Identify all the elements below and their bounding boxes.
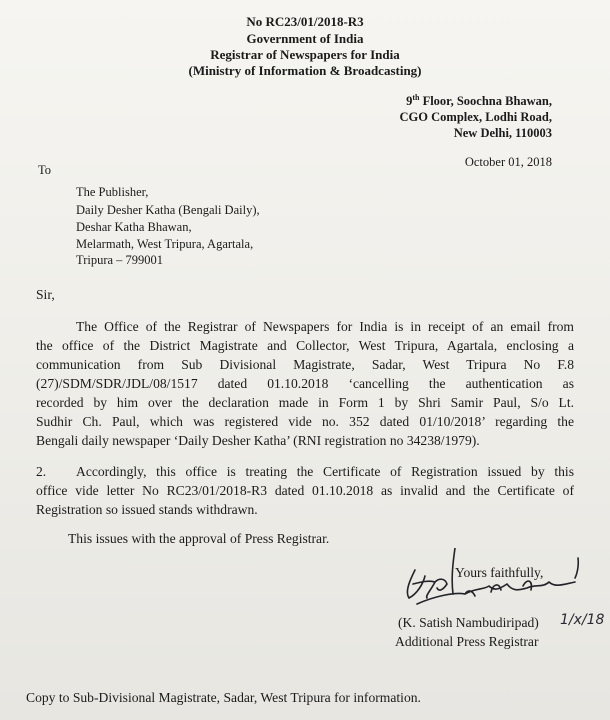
- signatory-designation: Additional Press Registrar: [395, 634, 539, 649]
- address-line-1: 9th Floor, Soochna Bhawan,: [406, 93, 552, 108]
- paragraph-1-line: The Office of the Registrar of Newspapers for India is in receipt of an email from: [76, 319, 574, 334]
- salutation: Sir,: [36, 287, 55, 302]
- paragraph-1-line: Bengali daily newspaper ‘Daily Desher Katha’ (RNI registration no 34238/1979).: [36, 433, 480, 448]
- ministry-name: (Ministry of Information & Broadcasting): [188, 63, 422, 78]
- address-line-2: CGO Complex, Lodhi Road,: [399, 110, 552, 124]
- yours-faithfully: Yours faithfully,: [455, 565, 544, 580]
- signatory-name: (K. Satish Nambudiripad): [398, 615, 539, 630]
- copy-to-line: Copy to Sub-Divisional Magistrate, Sadar, West Tripura for information.: [26, 690, 421, 705]
- paragraph-2-line: Registration so issued stands withdrawn.: [36, 502, 258, 517]
- letter-date: October 01, 2018: [464, 155, 552, 169]
- paragraph-1-line: communication from Sub Divisional Magistrate, Sadar, West Tripura No F.8: [36, 357, 574, 372]
- paragraph-2-number: 2.: [36, 464, 47, 479]
- recipient-line: The Publisher,: [76, 185, 149, 199]
- approval-line: This issues with the approval of Press Registrar.: [68, 531, 330, 546]
- recipient-line: Melarmath, West Tripura, Agartala,: [76, 237, 254, 251]
- handwritten-date: 1/x/18: [560, 612, 605, 628]
- address-line-3: New Delhi, 110003: [453, 126, 552, 140]
- recipient-line: Daily Desher Katha (Bengali Daily),: [76, 203, 260, 217]
- paragraph-1-line: (27)/SDM/SDR/JDL/08/1517 dated 01.10.2018 ‘cancelling the authentication as: [36, 376, 574, 391]
- paragraph-2-line: Accordingly, this office is treating the Certificate of Registration issued by this: [76, 464, 574, 479]
- paragraph-2-line: office vide letter No RC23/01/2018-R3 dated 01.10.2018 as invalid and the Certificate of: [36, 483, 574, 498]
- recipient-line: Deshar Katha Bhawan,: [76, 220, 192, 234]
- paragraph-1-line: recorded by him over the declaration made in Form 1 by Shri Samir Paul, S/o Lt.: [36, 395, 574, 410]
- government-line: Government of India: [246, 31, 364, 46]
- paragraph-1-line: Sudhir Ch. Paul, which was registered vide no. 352 dated 01/10/2018’ regarding the: [36, 414, 574, 429]
- to-label: To: [38, 163, 52, 177]
- office-name: Registrar of Newspapers for India: [210, 47, 400, 62]
- recipient-line: Tripura – 799001: [76, 253, 164, 267]
- reference-number: No RC23/01/2018-R3: [246, 14, 364, 29]
- paragraph-1-line: the office of the District Magistrate and Collector, West Tripura, Agartala, enclosing a: [36, 338, 574, 353]
